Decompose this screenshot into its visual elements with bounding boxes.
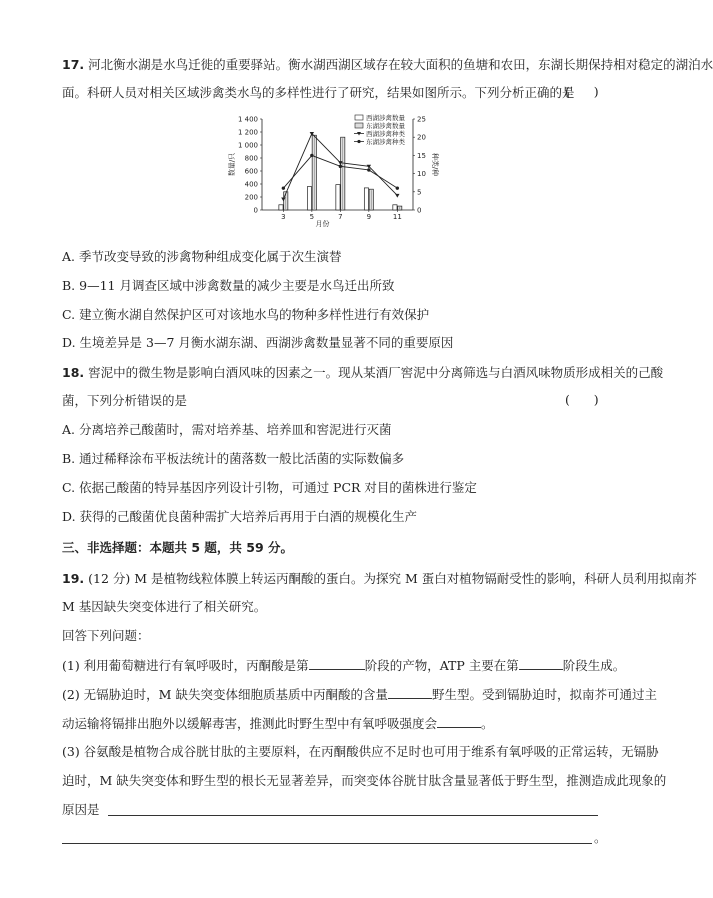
q18-option-a: A. 分离培养己酸菌时，需对培养基、培养皿和窖泥进行灭菌 (62, 422, 392, 437)
right-tick-label: 10 (417, 170, 426, 179)
legend-label: 西湖涉禽数量 (366, 114, 405, 122)
left-tick-label: 400 (244, 180, 258, 189)
q19-part3-line1: (3) 谷氨酸是植物合成谷胱甘肽的主要原料，在丙酮酸供应不足时也可用于维系有氧呼吸的正常运转，无镉胁 (62, 744, 659, 759)
q18-answer-paren: ( ) (565, 392, 599, 407)
right-axis-title: 种类/种 (431, 152, 439, 177)
q19-part2-text-d: 。 (481, 716, 494, 731)
bar-west-count (364, 188, 368, 210)
right-tick-label: 25 (417, 115, 426, 124)
chart-axes (227, 116, 440, 229)
left-tick-label: 1 400 (237, 115, 258, 124)
answer-line-2[interactable] (62, 843, 592, 844)
point-east-species (367, 168, 370, 171)
q19-part3-line3: 原因是 (62, 802, 100, 817)
q17-line1 (62, 56, 713, 74)
right-tick-label: 15 (417, 151, 426, 160)
q18-stem-2: 菌，下列分析错误的是 (62, 393, 188, 408)
answer-blank-4[interactable] (437, 714, 481, 728)
q17-number: 17. (62, 57, 85, 72)
legend-label: 东湖涉禽种类 (366, 138, 405, 146)
q19-part1-text-b: 阶段的产物，ATP 主要在第 (364, 658, 519, 673)
left-tick-label: 1 200 (237, 128, 258, 137)
q17-option-b: B. 9—11 月调查区域中涉禽数量的减少主要是水鸟迁出所致 (62, 278, 395, 293)
right-tick-label: 20 (417, 133, 426, 142)
x-tick-label: 5 (309, 213, 315, 221)
answer-blank-2[interactable] (519, 656, 563, 670)
x-tick-label: 3 (281, 213, 286, 221)
q19-line1 (62, 570, 697, 588)
x-tick-label: 9 (366, 213, 372, 221)
q19-part1-text-a: (1) 利用葡萄糖进行有氧呼吸时，丙酮酸是第 (62, 658, 309, 673)
x-tick-label: 11 (392, 213, 402, 221)
x-axis-title: 月份 (315, 220, 330, 228)
q18-line1 (62, 364, 663, 382)
x-tick-label: 7 (338, 213, 343, 221)
bar-west-count (307, 187, 311, 210)
left-tick-label: 800 (244, 154, 258, 163)
chart-legend (354, 113, 406, 146)
q19-part2-line2 (62, 714, 494, 733)
q17-option-d: D. 生境差异是 3—7 月衡水湖东湖、西湖涉禽数量显著不同的重要原因 (62, 335, 454, 350)
right-tick-label: 5 (417, 188, 422, 197)
q19-stem-1: (12 分) M 是植物线粒体膜上转运丙酮酸的蛋白。为探究 M 蛋白对植物镉耐受性的影响，科研人员利用拟南芥 (88, 571, 697, 586)
q18-option-d: D. 获得的己酸菌优良菌种需扩大培养后再用于白酒的规模化生产 (62, 509, 418, 524)
left-tick-label: 1 000 (237, 141, 258, 150)
q17-option-c: C. 建立衡水湖自然保护区可对该地水鸟的物种多样性进行有效保护 (62, 307, 430, 322)
legend-key-west-count (355, 115, 363, 120)
q19-part2-text-b: 野生型。受到镉胁迫时，拟南芥可通过主 (431, 687, 657, 702)
point-east-species (282, 186, 285, 189)
q19-part1-text-c: 阶段生成。 (562, 658, 626, 673)
q17-answer-paren: ( ) (565, 84, 599, 99)
point-east-species (396, 186, 399, 189)
q19-part3-end: 。 (594, 830, 607, 845)
point-east-species (339, 165, 342, 168)
q18-option-c: C. 依据己酸菌的特异基因序列设计引物，可通过 PCR 对目的菌株进行鉴定 (62, 480, 477, 495)
bar-west-count (393, 205, 397, 210)
q19-part3-line2: 迫时，M 缺失突变体和野生型的根长无显著差异，而突变体谷胱甘肽含量显著低于野生型，推测造成此现象的 (62, 773, 667, 788)
q19-stem-2: M 基因缺失突变体进行了相关研究。 (62, 599, 267, 614)
q19-part1 (62, 656, 625, 675)
q18-stem-1: 窖泥中的微生物是影响白酒风味的因素之一。现从某酒厂窖泥中分离筛选与白酒风味物质形成相关的己酸 (88, 365, 664, 380)
left-axis-title: 数量/只 (228, 152, 236, 177)
right-tick-label: 0 (417, 206, 422, 215)
left-tick-label: 600 (244, 167, 258, 176)
q19-part2-line1 (62, 685, 657, 704)
q19-part2-text-c: 动运输将镉排出胞外以缓解毒害，推测此时野生型中有氧呼吸强度会 (62, 716, 438, 731)
q18-number: 18. (62, 365, 85, 380)
q17-stem-2: 面。科研人员对相关区域涉禽类水鸟的多样性进行了研究，结果如图所示。下列分析正确的是 (62, 85, 575, 100)
legend-key-east-count (355, 123, 363, 128)
q19-prompt: 回答下列问题： (62, 628, 150, 643)
legend-label: 西湖涉禽种类 (366, 130, 405, 138)
bar-west-count (279, 205, 283, 210)
q18-option-b: B. 通过稀释涂布平板法统计的菌落数一般比活菌的实际数偏多 (62, 451, 405, 466)
answer-line-1[interactable] (108, 815, 598, 816)
point-west-species (395, 194, 399, 198)
q17-chart (225, 113, 440, 228)
q19-part2-text-a: (2) 无镉胁迫时，M 缺失突变体细胞质基质中丙酮酸的含量 (62, 687, 388, 702)
legend-label: 东湖涉禽数量 (366, 122, 405, 130)
q17-option-a: A. 季节改变导致的涉禽物种组成变化属于次生演替 (62, 249, 342, 264)
left-tick-label: 0 (253, 206, 258, 215)
answer-blank-1[interactable] (309, 656, 365, 670)
left-tick-label: 200 (244, 193, 258, 202)
q17-stem-1: 河北衡水湖是水鸟迁徙的重要驿站。衡水湖西湖区域存在较大面积的鱼塘和农田，东湖长期保持相对稳定的湖泊水 (88, 57, 713, 72)
legend-marker-east-species (357, 140, 360, 143)
section-heading: 三、非选择题：本题共 5 题，共 59 分。 (62, 540, 294, 555)
answer-blank-3[interactable] (388, 685, 432, 699)
q19-number: 19. (62, 571, 85, 586)
bar-west-count (336, 185, 340, 210)
point-east-species (310, 154, 313, 157)
